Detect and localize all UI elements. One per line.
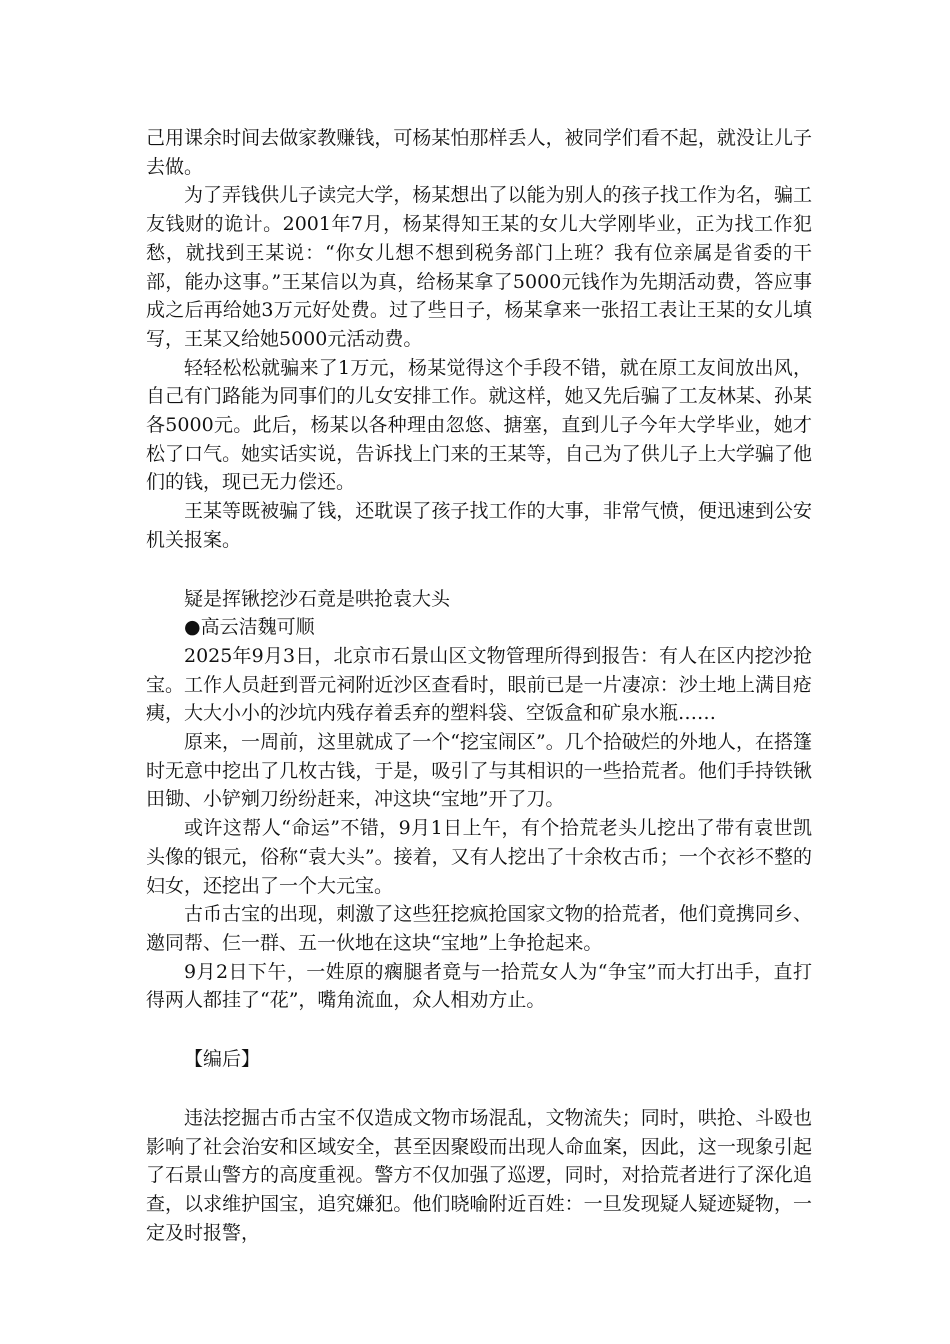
article1-paragraph-1: 己用课余时间去做家教赚钱，可杨某怕那样丢人，被同学们看不起，就没让儿子去做。 — [146, 127, 812, 178]
section-gap — [146, 1015, 812, 1045]
article1-paragraph-3: 轻轻松松就骗来了1万元，杨某觉得这个手段不错，就在原工友间放出风，自己有门路能为同事们的儿女安排工作。就这样，她又先后骗了工友林某、孙某各5000元。此后，杨某以各种理由忽悠、搪塞，直到儿子今年大学毕业，她才松了口气。她实话实说，告诉找上门来的王某等，自己为了供儿子上大学骗了他们的钱，现已无力偿还。 — [146, 356, 812, 494]
article2-paragraph-1: 2025年9月3日，北京市石景山区文物管理所得到报告：有人在区内挖沙抢宝。工作人员赶到晋元祠附近沙区查看时，眼前已是一片凄凉：沙土地上满目疮痍，大大小小的沙坑内残存着丢弃的塑料袋、空饭盒和矿泉水瓶…… — [146, 644, 812, 725]
article2-paragraph-4: 古币古宝的出现，刺激了这些狂挖疯抢国家文物的拾荒者，他们竟携同乡、邀同帮、仨一群、五一伙地在这块“宝地”上争抢起来。 — [146, 903, 812, 954]
article2-byline: ●高云洁魏可顺 — [184, 616, 315, 639]
article1-paragraph-4: 王某等既被骗了钱，还耽误了孩子找工作的大事，非常气愤，便迅速到公安机关报案。 — [146, 500, 812, 551]
article2-title: 疑是挥锹挖沙石竟是哄抢袁大头 — [184, 587, 451, 610]
document-page — [146, 124, 812, 1247]
section-gap — [146, 555, 812, 585]
article2-paragraph-3: 或许这帮人“命运”不错，9月1日上午，有个拾荒老头儿挖出了带有袁世凯头像的银元，俗称“袁大头”。接着，又有人挖出了十余枚古币；一个衣衫不整的妇女，还挖出了一个大元宝。 — [146, 817, 812, 897]
article1-paragraph-2: 为了弄钱供儿子读完大学，杨某想出了以能为别人的孩子找工作为名，骗工友钱财的诡计。2001年7月，杨某得知王某的女儿大学刚毕业，正为找工作犯愁，就找到王某说：“你女儿想不想到税务部门上班？我有位亲属是省委的干部，能办这事。”王某信以为真，给杨某拿了5000元钱作为先期活动费，答应事成之后再给她3万元好处费。过了些日子，杨某拿来一张招工表让王某的女儿填写，王某又给她5000元活动费。 — [146, 184, 812, 350]
section-gap — [146, 1074, 812, 1104]
editor-note-paragraph: 违法挖掘古币古宝不仅造成文物市场混乱，文物流失；同时，哄抢、斗殴也影响了社会治安和区域安全，甚至因聚殴而出现人命血案，因此，这一现象引起了石景山警方的高度重视。警方不仅加强了巡逻，同时，对拾荒者进行了深化追查，以求维护国宝，追究嫌犯。他们晓喻附近百姓：一旦发现疑人疑迹疑物，一定及时报警， — [146, 1106, 812, 1244]
article2-paragraph-2: 原来，一周前，这里就成了一个“挖宝闹区”。几个拾破烂的外地人，在搭篷时无意中挖出了几枚古钱，于是，吸引了与其相识的一些拾荒者。他们手持铁锹田锄、小铲剜刀纷纷赶来，冲这块“宝地”开了刀。 — [146, 731, 812, 811]
article2-paragraph-5: 9月2日下午，一姓原的瘸腿者竟与一拾荒女人为“争宝”而大打出手，直打得两人都挂了“花”，嘴角流血，众人相劝方止。 — [146, 960, 812, 1012]
editor-note-heading: 【编后】 — [184, 1048, 261, 1071]
